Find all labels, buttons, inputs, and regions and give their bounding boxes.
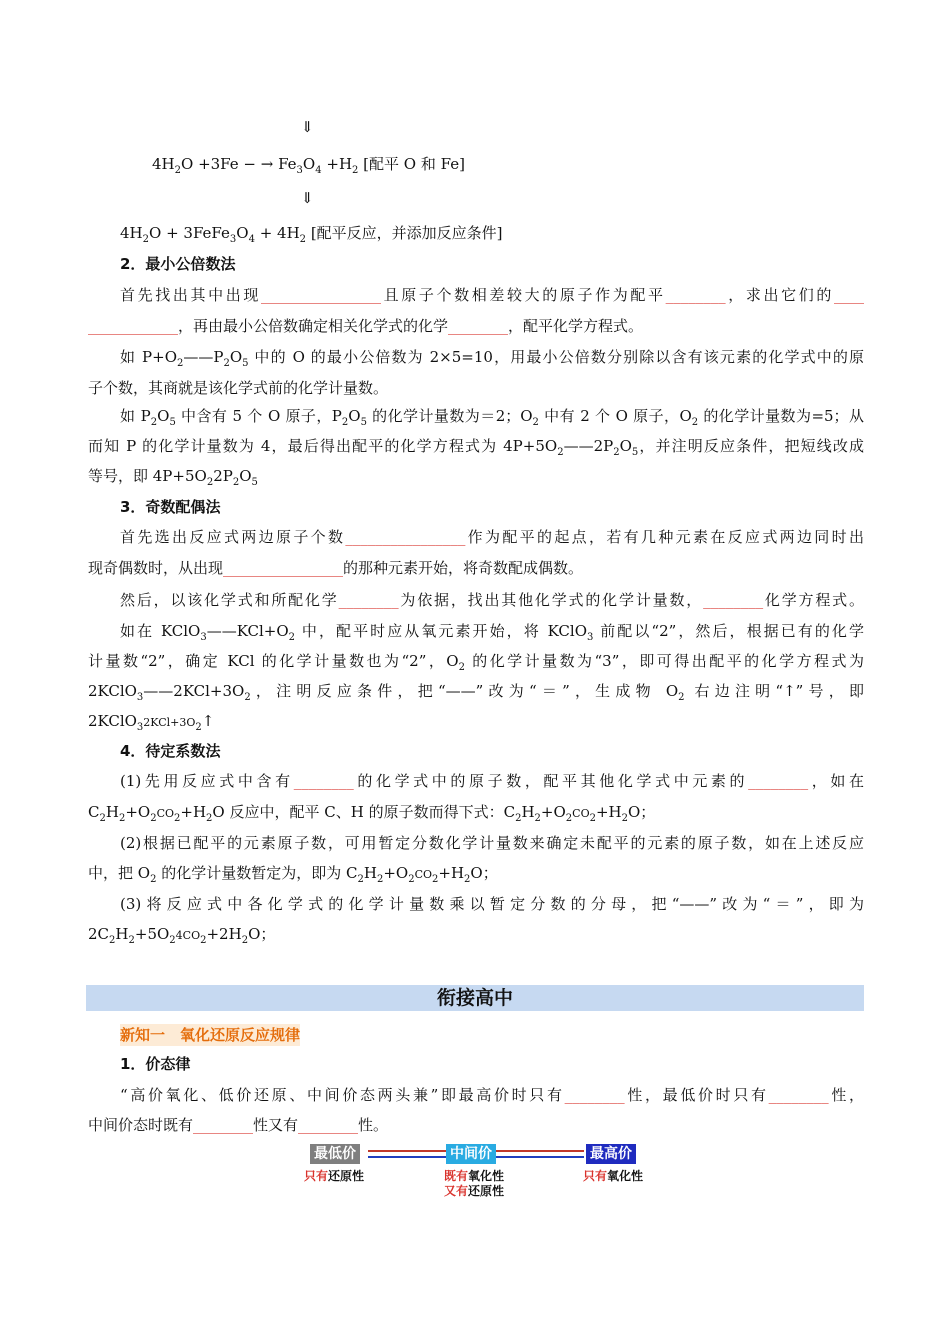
section-heading-lcm: 2．最小公倍数法 — [120, 255, 236, 273]
paragraph-cont: 计量数“2”，确定 KCl 的化学计量数也为“2”，$O_2$ 的化学计量数为“3”，即可得出配平的化学方程式为 — [88, 652, 864, 673]
lowest-valence-box: 最低价 — [310, 1144, 360, 1164]
paragraph: 如在 $KClO_3——KCl+O_2$ 中，配平时应从氧元素开始，将 KClO$_3$ 前配以“2”，然后，根据已有的化学 — [120, 622, 864, 643]
paragraph-cont: 中间价态时既有________性又有________性。 — [88, 1116, 389, 1134]
arrow-line — [508, 1156, 584, 1158]
paragraph-cont: 现奇偶数时，从出现________________的那种元素开始，将奇数配成偶数。 — [88, 559, 584, 577]
paragraph-cont: $2C_2H_2+5O_24CO_2+2H_2O$； — [88, 925, 276, 946]
section-banner: 衔接高中 — [86, 985, 864, 1011]
equation-step-2: $4H_2O$ + $3FeFe_3O_4 + 4H_2$ [配平反应，并添加反应条件] — [120, 224, 503, 245]
equation-step-1: $4H_2O +3Fe$ − → $Fe_3O_4 +H_2$ [配平 O 和 Fe] — [152, 155, 465, 176]
paragraph: 首先选出反应式两边原子个数________________作为配平的起点，若有几种元素在反应式两边同时出 — [120, 528, 864, 546]
new-knowledge-title: 新知一 氧化还原反应规律 — [120, 1026, 301, 1044]
middle-caption: 既有氧化性 又有还原性 — [444, 1169, 505, 1198]
middle-valence-box: 中间价 — [446, 1144, 496, 1164]
highest-valence-box: 最高价 — [586, 1144, 636, 1164]
highest-caption: 只有氧化性 — [583, 1169, 644, 1183]
down-arrow: ⇓ — [301, 189, 314, 207]
section-heading-odd-even: 3．奇数配偶法 — [120, 498, 221, 516]
paragraph: 首先找出其中出现________________且原子个数相差较大的原子作为配平________，求出它们的____ — [120, 286, 864, 304]
paragraph-cont: 中，把 $O_2$ 的化学计量数暂定为，即为 $C_2H_2+O_2CO_2+H_2O$； — [88, 864, 498, 885]
paragraph-cont: 而知 P 的化学计量数为 4，最后得出配平的化学方程式为 $4P+5O_2——2P_2O_5$，并注明反应条件，把短线改成 — [88, 437, 864, 458]
paragraph: (3)将反应式中各化学式的化学计量数乘以暂定分数的分母，把“——”改为“＝”，即为 — [120, 895, 864, 913]
paragraph: 如 $P+O_2——P_2O_5$ 中的 O 的最小公倍数为 2×5=10，用最小公倍数分别除以含有该元素的化学式中的原 — [120, 348, 864, 369]
paragraph-cont: $2KClO_32KCl+3O_2↑$ — [88, 712, 215, 733]
paragraph-cont: 子个数，其商就是该化学式前的化学计量数。 — [88, 379, 389, 397]
paragraph: (1)先用反应式中含有________的化学式中的原子数，配平其他化学式中元素的________，如在 — [120, 772, 864, 790]
section-heading-undetermined-coefficient: 4．待定系数法 — [120, 742, 221, 760]
section-heading-valence-law: 1．价态律 — [120, 1055, 191, 1073]
paragraph: 然后，以该化学式和所配化学________为依据，找出其他化学式的化学计量数，________化学方程式。 — [120, 591, 864, 609]
lowest-caption: 只有还原性 — [304, 1169, 365, 1183]
paragraph-cont: $C_2H_2+O_2CO_2+H_2O$ 反应中，配平 C、H 的原子数而得下式：$C_2H_2+O_2CO_2+H_2O$； — [88, 803, 656, 824]
arrow-line — [508, 1150, 584, 1152]
valence-diagram — [300, 1142, 660, 1204]
paragraph-cont: $2KClO_3——2KCl+3O_2$，注明反应条件，把“——”改为“＝”，生成物 $O_2$ 右边注明“↑”号，即 — [88, 682, 864, 703]
paragraph: (2)根据已配平的元素原子数，可用暂定分数化学计量数来确定未配平的元素的原子数，如在上述反应 — [120, 834, 864, 852]
paragraph-cont: ____________，再由最小公倍数确定相关化学式的化学________，配平化学方程式。 — [88, 317, 644, 335]
paragraph-cont: 等号，即 $4P+5O_22P_2O_5$ — [88, 467, 258, 488]
paragraph: “高价氧化、低价还原、中间价态两头兼”即最高价时只有________性，最低价时只有________性， — [120, 1086, 864, 1104]
paragraph: 如 $P_2O_5$ 中含有 5 个 O 原子，$P_2O_5$ 的化学计量数为＝2；$O_2$ 中有 2 个 O 原子，$O_2$ 的化学计量数为=5；从 — [120, 407, 864, 428]
down-arrow: ⇓ — [301, 118, 314, 136]
